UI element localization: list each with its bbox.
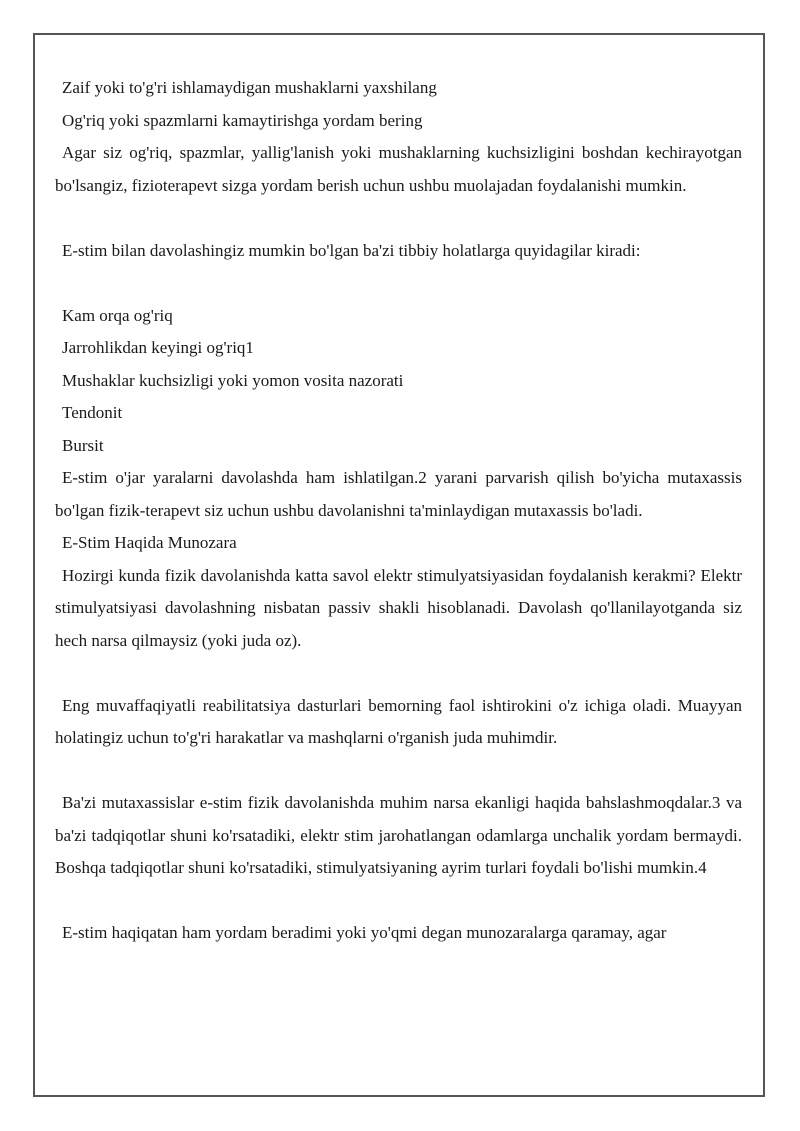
- paragraph-benefit-pain: Og'riq yoki spazmlarni kamaytirishga yordam bering: [62, 110, 423, 130]
- spacer: [55, 202, 742, 235]
- paragraph-rehab: Eng muvaffaqiyatli reabilitatsiya dasturlari bemorning faol ishtirokini o'z ichiga oladi. Muayyan holatingiz uchun to'g'ri harakatlar va mashqlarni o'rganish juda muhimdir.: [55, 695, 742, 747]
- paragraph-intro: Agar siz og'riq, spazmlar, yallig'lanish yoki mushaklarning kuchsizligini boshdan kechirayotgan bo'lsangiz, fizioterapevt sizga yordam berish uchun ushbu muolajadan foydalanishi mumkin.: [55, 143, 742, 195]
- paragraph-benefit-muscles: Zaif yoki to'g'ri ishlamaydigan mushaklarni yaxshilang: [62, 78, 437, 97]
- list-item-condition: Bursit: [62, 435, 104, 455]
- paragraph-research: Ba'zi mutaxassislar e-stim fizik davolanishda muhim narsa ekanligi haqida bahslashmoqdalar.3 va ba'zi tadqiqotlar shuni ko'rsatadiki, elektr stim jarohatlangan odamlarga unchalik yordam bermaydi. Boshqa tadqiqotlar shuni ko'rsatadiki, stimulyatsiyaning ayrim turlari foydali bo'lishi mumkin.4: [55, 793, 742, 877]
- paragraph-wounds: E-stim o'jar yaralarni davolashda ham ishlatilgan.2 yarani parvarish qilish bo'yicha mutaxassis bo'lgan fizik-terapevt siz uchun ushbu davolanishni ta'minlaydigan mutaxassis bo'ladi.: [55, 468, 742, 520]
- spacer: [55, 755, 742, 788]
- spacer: [55, 657, 742, 690]
- paragraph-conditions-intro: E-stim bilan davolashingiz mumkin bo'lgan ba'zi tibbiy holatlarga quyidagilar kiradi:: [62, 240, 641, 260]
- spacer: [55, 885, 742, 918]
- list-item-condition: Kam orqa og'riq: [62, 305, 173, 325]
- list-item-condition: Tendonit: [62, 403, 123, 422]
- section-heading: E-Stim Haqida Munozara: [62, 533, 237, 552]
- paragraph-debate: Hozirgi kunda fizik davolanishda katta savol elektr stimulyatsiyasidan foydalanish kerakmi? Elektr stimulyatsiyasi davolashning nisbatan passiv shakli hisoblanadi. Davolash qo'llanilayotganda siz hech narsa qilmaysiz (yoki juda oz).: [55, 565, 742, 650]
- paragraph-conclusion: E-stim haqiqatan ham yordam beradimi yoki yo'qmi degan munozaralarga qaramay, agar: [62, 923, 667, 942]
- list-item-condition: Jarrohlikdan keyingi og'riq1: [62, 338, 254, 357]
- spacer: [55, 267, 742, 300]
- document-body: [55, 72, 742, 950]
- list-item-condition: Mushaklar kuchsizligi yoki yomon vosita nazorati: [62, 370, 404, 390]
